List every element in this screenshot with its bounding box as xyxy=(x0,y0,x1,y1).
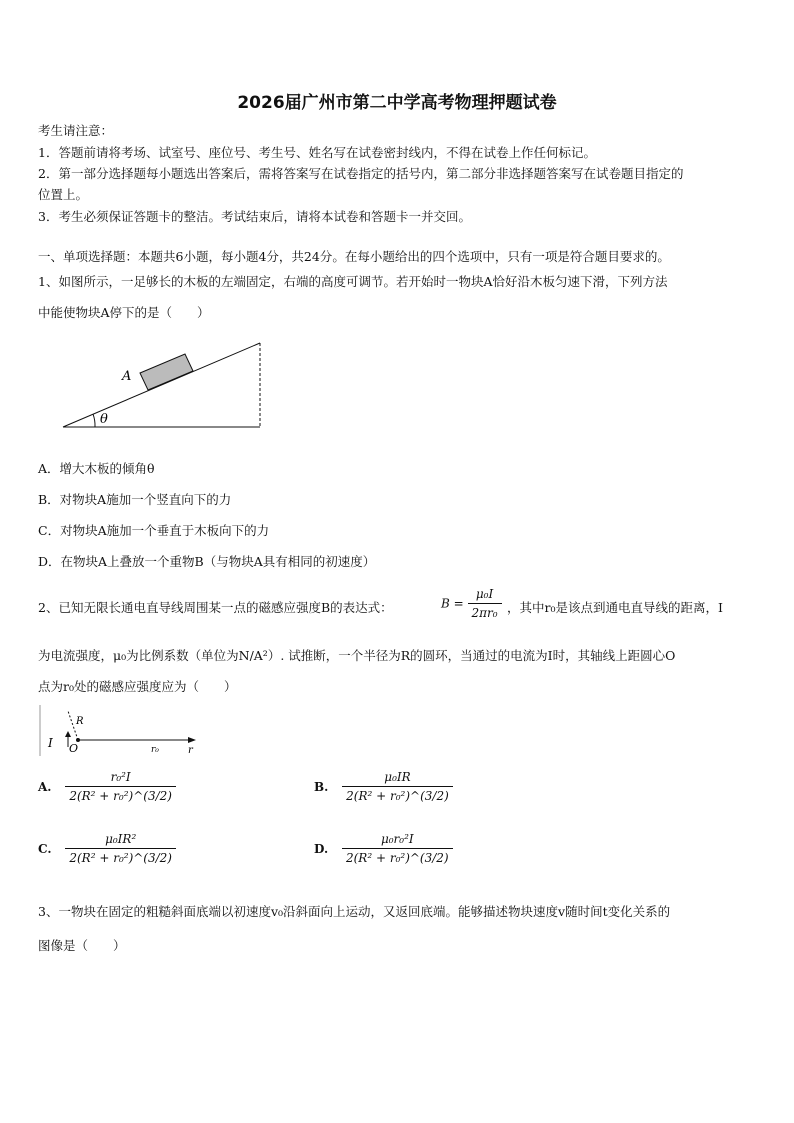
option-fraction xyxy=(342,768,453,805)
page-title: 2026届广州市第二中学高考物理押题试卷 xyxy=(237,93,557,113)
option-fraction xyxy=(65,768,176,805)
option-den: 2(R² + r₀²)^(3/2) xyxy=(69,851,172,865)
block-label: A xyxy=(122,369,132,384)
current-label: I xyxy=(48,736,53,750)
angle-arc xyxy=(93,414,95,427)
option-num: μ₀r₀²I xyxy=(342,830,453,849)
option-den: 2(R² + r₀²)^(3/2) xyxy=(345,851,449,865)
axis-arrow xyxy=(188,737,196,743)
option-label: C. xyxy=(38,841,52,856)
option-label: D. xyxy=(314,841,329,856)
option-fraction xyxy=(65,830,176,867)
q1-text-line1: 1、如图所示，一足够长的木板的左端固定，右端的高度可调节。若开始时一物块A恰好沿木板匀速下滑，下列方法 xyxy=(38,274,668,289)
notice-item-2: 2．第一部分选择题每小题选出答案后，需将答案写在试卷指定的括号内，第二部分非选择题答案写在试卷题目指定的 xyxy=(38,166,684,181)
q2-text-line2: 为电流强度，μ₀为比例系数（单位为N/A²）. 试推断，一个半径为R的圆环，当通过的电流为I时，其轴线上距圆心O xyxy=(38,648,676,663)
q1-option-b: B．对物块A施加一个竖直向下的力 xyxy=(38,492,232,507)
r-label: r xyxy=(188,745,193,756)
formula-num: μ₀I xyxy=(468,585,502,604)
q2-text-line3: 点为r₀处的磁感应强度应为（ ） xyxy=(38,679,237,694)
block-a xyxy=(140,354,193,390)
incline-board xyxy=(63,343,260,427)
q3-text-line1: 3、一物块在固定的粗糙斜面底端以初速度v₀沿斜面向上运动，又返回底端。能够描述物块速度v随时间t变化关系的 xyxy=(38,904,671,919)
q2-option-b xyxy=(314,768,453,805)
q1-incline-figure xyxy=(55,335,275,435)
q2-text-line1b: ，其中r₀是该点到通电直导线的距离，I xyxy=(507,600,723,615)
option-label: A. xyxy=(38,779,52,794)
angle-label: θ xyxy=(100,412,108,427)
option-num: μ₀IR xyxy=(342,768,453,787)
option-num: r₀²I xyxy=(65,768,176,787)
option-fraction xyxy=(342,830,453,867)
q1-option-d: D．在物块A上叠放一个重物B（与物块A具有相同的初速度） xyxy=(38,554,376,569)
q2-option-a xyxy=(38,768,176,805)
radius-label: R xyxy=(76,716,84,727)
notice-item-3: 3．考生必须保证答题卡的整洁。考试结束后，请将本试卷和答题卡一并交回。 xyxy=(38,209,471,224)
q2-option-c xyxy=(38,830,176,867)
formula-lhs: B = xyxy=(441,596,464,611)
q2-formula xyxy=(441,585,502,622)
q1-option-a: A．增大木板的倾角θ xyxy=(38,461,155,476)
center-label: O xyxy=(69,742,79,755)
notice-heading: 考生请注意： xyxy=(38,123,114,138)
option-den: 2(R² + r₀²)^(3/2) xyxy=(346,789,449,803)
notice-item-2-cont: 位置上。 xyxy=(38,187,89,202)
q2-text-line1a: 2、已知无限长通电直导线周围某一点的磁感应强度B的表达式： xyxy=(38,600,393,615)
q3-text-line2: 图像是（ ） xyxy=(38,938,126,953)
formula-fraction xyxy=(468,585,502,622)
q1-option-c: C．对物块A施加一个垂直于木板向下的力 xyxy=(38,523,270,538)
option-label: B. xyxy=(314,779,329,794)
section-heading: 一、单项选择题：本题共6小题，每小题4分，共24分。在每小题给出的四个选项中，只有一项是符合题目要求的。 xyxy=(38,249,670,264)
formula-den: 2πr₀ xyxy=(471,606,498,620)
current-arrow-head xyxy=(65,731,71,737)
notice-item-1: 1．答题前请将考场、试室号、座位号、考生号、姓名写在试卷密封线内，不得在试卷上作任何标记。 xyxy=(38,145,596,160)
q1-text-line2: 中能使物块A停下的是（ ） xyxy=(38,305,210,320)
option-num: μ₀IR² xyxy=(65,830,176,849)
r0-label: r₀ xyxy=(151,745,159,755)
q2-option-d xyxy=(314,830,453,867)
option-den: 2(R² + r₀²)^(3/2) xyxy=(69,789,172,803)
q2-ring-axis-figure xyxy=(38,703,208,758)
